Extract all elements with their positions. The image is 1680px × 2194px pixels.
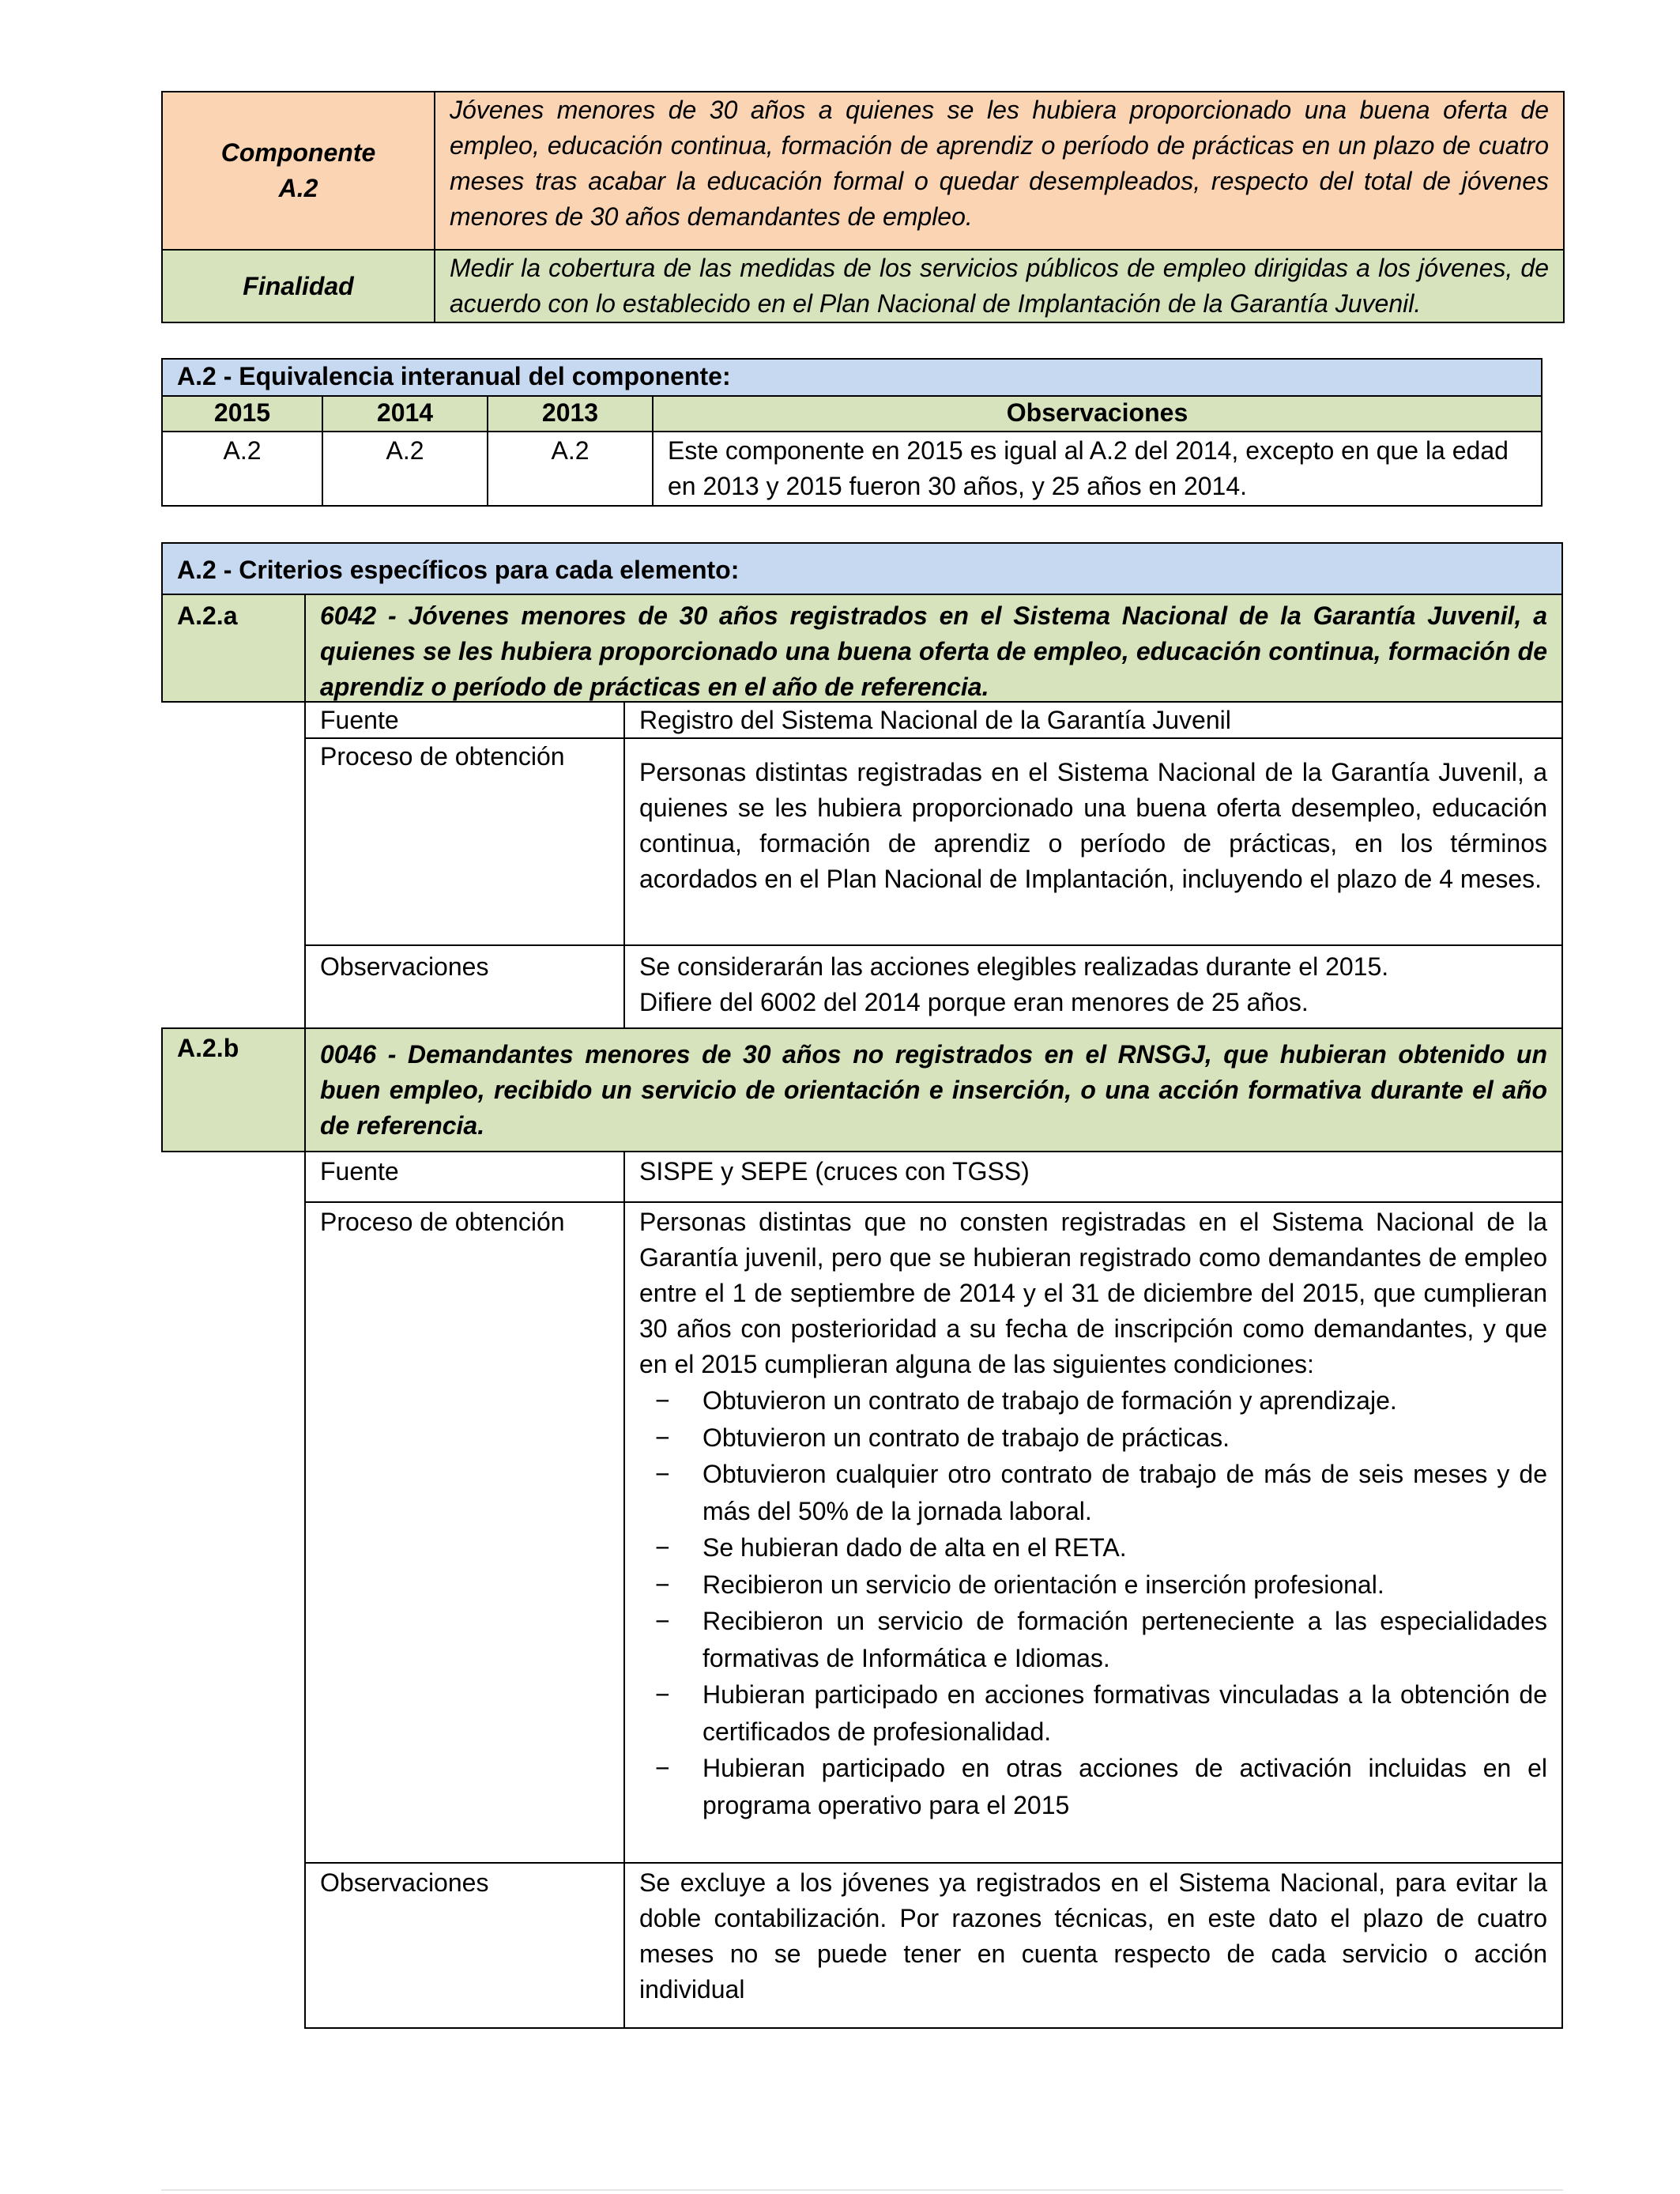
a2a-proceso-label-cell — [304, 737, 625, 946]
list-item: − Se hubieran dado de alta en el RETA. — [639, 1529, 1547, 1566]
a2b-code-cell — [161, 1027, 306, 1152]
componente-label-cell — [162, 92, 435, 250]
equivalencia-cell-2015 — [162, 432, 322, 506]
list-item: − Recibieron un servicio de orientación e inserción profesional. — [639, 1566, 1547, 1604]
a2b-obs-label: Observaciones — [320, 1868, 489, 1897]
a2a-heading-cell — [304, 594, 1563, 703]
componente-table — [161, 91, 1565, 323]
list-item: − Obtuvieron cualquier otro contrato de trabajo de más de seis meses y de más del 50% de la jornada laboral. — [639, 1456, 1547, 1529]
a2a-heading: 6042 - Jóvenes menores de 30 años registrados en el Sistema Nacional de la Garantía Juvenil, a quienes se les hubiera proporcionado una buena oferta de empleo, educación continua, formación de aprendiz o período de prácticas en el año de referencia. — [320, 601, 1547, 701]
value-2014: A.2 — [386, 436, 424, 465]
criterios-title: A.2 - Criterios específicos para cada elemento: — [177, 556, 740, 584]
a2a-fuente: Registro del Sistema Nacional de la Garantía Juvenil — [639, 706, 1231, 734]
value-observaciones: Este componente en 2015 es igual al A.2 del 2014, excepto en que la edad en 2013 y 2015 fueron 30 años, y 25 años en 2014. — [668, 436, 1509, 500]
page-footer-rule — [161, 2189, 1563, 2191]
finalidad-label-cell — [162, 250, 435, 322]
a2a-proceso-label: Proceso de obtención — [320, 742, 565, 771]
a2b-fuente: SISPE y SEPE (cruces con TGSS) — [639, 1157, 1030, 1186]
a2a-obs — [625, 946, 1561, 1020]
a2b-proceso-cell — [623, 1201, 1563, 1864]
a2a-proceso: Personas distintas registradas en el Sistema Nacional de la Garantía Juvenil, a quienes se les hubiera proporcionado una buena oferta desempleo, educación continua, formación de aprendiz o período de prácticas, en los términos acordados en el Plan Nacional de Implantación, incluyendo el plazo de 4 meses. — [639, 758, 1547, 893]
a2b-conditions-list — [639, 1382, 1547, 1823]
a2b-proceso-label: Proceso de obtención — [320, 1208, 565, 1236]
header-2014: 2014 — [376, 398, 434, 427]
list-item: − Recibieron un servicio de formación perteneciente a las especialidades formativas de Informática e Idiomas. — [639, 1603, 1547, 1676]
componente-label-line1: Componente — [220, 138, 376, 167]
componente-text-cell — [435, 92, 1564, 250]
equivalencia-header-2015 — [162, 396, 322, 432]
equivalencia-title-cell — [162, 359, 1542, 396]
value-2013: A.2 — [551, 436, 590, 465]
a2b-proceso — [625, 1203, 1561, 1823]
equivalencia-cell-2014 — [322, 432, 488, 506]
list-item: − Obtuvieron un contrato de trabajo de formación y aprendizaje. — [639, 1382, 1547, 1419]
a2b-obs-label-cell — [304, 1862, 625, 2029]
a2b-obs-cell — [623, 1862, 1563, 2029]
list-item: − Obtuvieron un contrato de trabajo de prácticas. — [639, 1419, 1547, 1457]
equivalencia-title: A.2 - Equivalencia interanual del componente: — [177, 362, 731, 390]
list-item: − Hubieran participado en acciones formativas vinculadas a la obtención de certificados de profesionalidad. — [639, 1676, 1547, 1750]
equivalencia-cell-observaciones — [653, 432, 1542, 506]
a2a-obs-line1: Se considerarán las acciones elegibles realizadas durante el 2015. — [639, 952, 1389, 981]
a2b-proceso-text: Personas distintas que no consten registradas en el Sistema Nacional de la Garantía juvenil, pero que se hubieran registrado como demandantes de empleo entre el 1 de septiembre de 2014 y el 31 de diciembre del 2015, que cumplieran 30 años con posterioridad a su fecha de inscripción como demandantes, y que en el 2015 cumplieran alguna de las siguientes condiciones: — [639, 1208, 1547, 1378]
finalidad-text-cell — [435, 250, 1564, 322]
componente-text: Jóvenes menores de 30 años a quienes se les hubiera proporcionado una buena oferta de empleo, educación continua, formación de aprendiz o período de prácticas en un plazo de cuatro meses tras acabar la educación formal o quedar desempleados, respecto del total de jóvenes menores de 30 años demandantes de empleo. — [450, 96, 1549, 231]
equivalencia-cell-2013 — [488, 432, 653, 506]
a2b-code: A.2.b — [177, 1034, 239, 1062]
header-observaciones: Observaciones — [1006, 398, 1188, 427]
equivalencia-header-observaciones — [653, 396, 1542, 432]
a2a-proceso-cell — [623, 737, 1563, 946]
a2b-heading: 0046 - Demandantes menores de 30 años no registrados en el RNSGJ, que hubieran obtenido un buen empleo, recibido un servicio de orientación e inserción, o una acción formativa durante el año de referencia. — [320, 1040, 1547, 1140]
a2a-code: A.2.a — [177, 601, 238, 630]
a2a-fuente-label-cell — [304, 701, 625, 739]
a2b-fuente-cell — [623, 1151, 1563, 1203]
a2a-obs-label: Observaciones — [320, 952, 489, 981]
a2a-obs-label-cell — [304, 944, 625, 1029]
a2a-obs-line2: Difiere del 6002 del 2014 porque eran menores de 25 años. — [639, 988, 1309, 1016]
value-2015: A.2 — [223, 436, 262, 465]
header-2013: 2013 — [541, 398, 599, 427]
a2a-fuente-cell — [623, 701, 1563, 739]
a2b-heading-cell — [304, 1027, 1563, 1152]
componente-label — [163, 135, 434, 206]
a2b-proceso-label-cell — [304, 1201, 625, 1864]
a2a-code-cell — [161, 594, 306, 703]
a2b-obs: Se excluye a los jóvenes ya registrados en el Sistema Nacional, para evitar la doble contabilización. Por razones técnicas, en este dato el plazo de cuatro meses no se puede tener en cuenta respecto de cada servicio o acción individual — [639, 1868, 1547, 2004]
a2a-obs-cell — [623, 944, 1563, 1029]
a2a-fuente-label: Fuente — [320, 706, 399, 734]
equivalencia-header-2013 — [488, 396, 653, 432]
a2b-fuente-label: Fuente — [320, 1157, 399, 1186]
finalidad-label: Finalidad — [243, 271, 354, 300]
header-2015: 2015 — [213, 398, 271, 427]
equivalencia-table — [161, 358, 1543, 507]
criterios-title-cell — [161, 542, 1563, 595]
finalidad-text: Medir la cobertura de las medidas de los servicios públicos de empleo dirigidas a los jóvenes, de acuerdo con lo establecido en el Plan Nacional de Implantación de la Garantía Juvenil. — [450, 254, 1549, 318]
list-item: − Hubieran participado en otras acciones de activación incluidas en el programa operativo para el 2015 — [639, 1750, 1547, 1823]
a2b-fuente-label-cell — [304, 1151, 625, 1203]
equivalencia-header-2014 — [322, 396, 488, 432]
componente-label-line2: A.2 — [278, 174, 318, 202]
